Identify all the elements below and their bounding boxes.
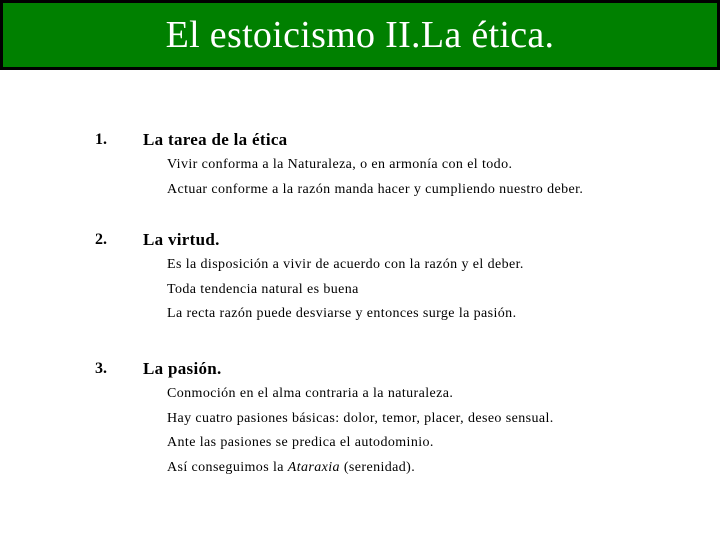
section-number: 3. xyxy=(95,360,107,377)
section-line: Vivir conforma a la Naturaleza, o en armonía con el todo. xyxy=(167,157,513,172)
section-line: Es la disposición a vivir de acuerdo con la razón y el deber. xyxy=(167,257,524,272)
section-number: 1. xyxy=(95,131,107,148)
slide-title: El estoicismo II.La ética. xyxy=(165,14,555,56)
section-line: Actuar conforme a la razón manda hacer y cumpliendo nuestro deber. xyxy=(167,181,584,197)
slide-title-bar xyxy=(0,0,720,70)
section-heading: La pasión. xyxy=(143,359,222,378)
section-line: Toda tendencia natural es buena xyxy=(167,281,359,297)
section-heading: La tarea de la ética xyxy=(143,130,288,149)
section-line: Conmoción en el alma contraria a la naturaleza. xyxy=(167,386,454,401)
section-line: Ante las pasiones se predica el autodominio. xyxy=(167,435,434,450)
section-line: La recta razón puede desviarse y entonces surge la pasión. xyxy=(167,306,517,321)
section-lines xyxy=(167,155,583,204)
section-line-ataraxia xyxy=(167,458,554,483)
section-number: 2. xyxy=(95,231,107,248)
section-lines xyxy=(167,384,554,482)
section-line: Hay cuatro pasiones básicas: dolor, temor, placer, deseo sensual. xyxy=(167,410,554,426)
section-heading: La virtud. xyxy=(143,230,220,249)
ataraxia-line-text: Así conseguimos la Ataraxia (serenidad). xyxy=(167,459,416,475)
ataraxia-term: Ataraxia xyxy=(287,459,340,475)
section-lines xyxy=(167,255,524,329)
